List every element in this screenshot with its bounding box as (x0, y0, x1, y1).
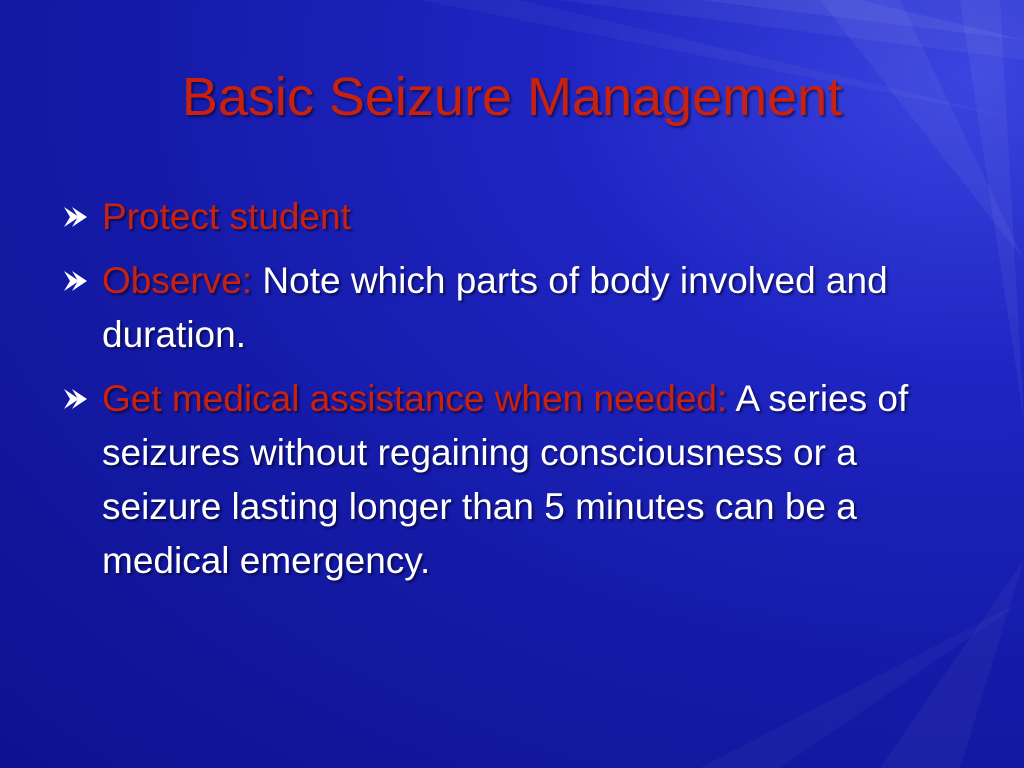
bullet-lead: Protect student (102, 196, 351, 237)
bullet-item-protect (62, 190, 962, 244)
bullet-list (62, 190, 962, 598)
slide-title: Basic Seizure Management (181, 67, 843, 127)
bullet-text: Note which parts of body involved and duration. (102, 260, 888, 355)
arrow-bullet-icon (62, 268, 92, 294)
bullet-item-medical-assistance (62, 372, 962, 588)
arrow-bullet-icon (62, 386, 92, 412)
bullet-lead: Get medical assistance when needed: (102, 378, 728, 419)
bullet-lead: Observe: (102, 260, 253, 301)
bullet-text: A series of seizures without regaining consciousness or a seizure lasting longer than 5 minutes can be a medical emergency. (102, 378, 909, 581)
arrow-bullet-icon (62, 204, 92, 230)
bullet-item-observe (62, 254, 962, 362)
